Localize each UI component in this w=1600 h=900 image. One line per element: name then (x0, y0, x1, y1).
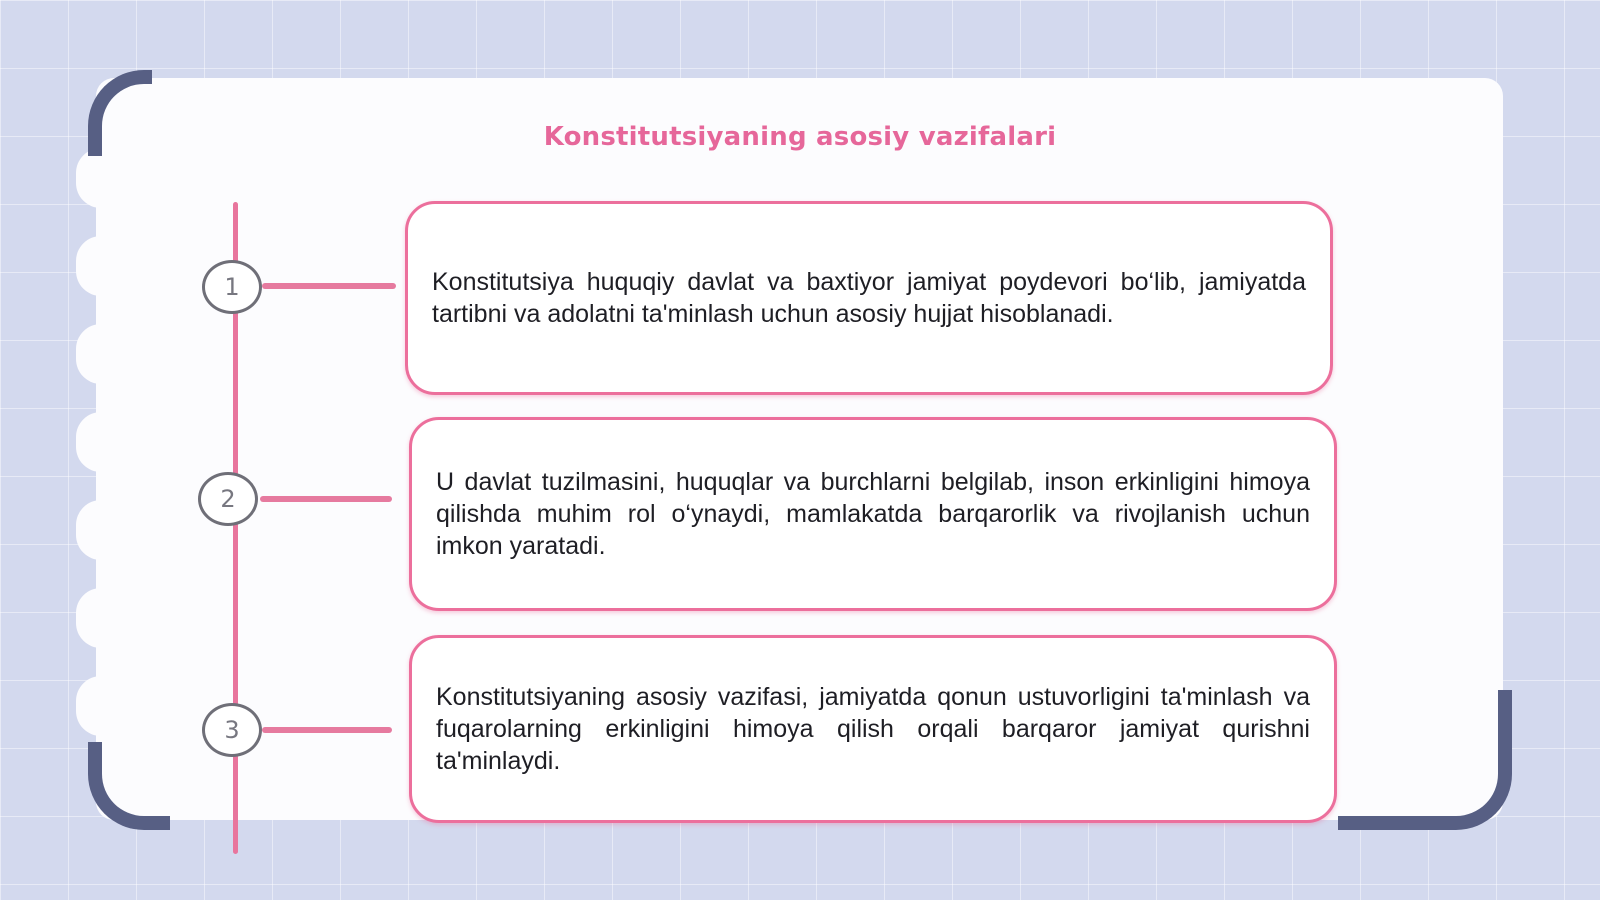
content-card-3 (409, 635, 1337, 823)
paper-scallop (76, 676, 126, 736)
content-card-1 (405, 201, 1333, 395)
step-marker-1 (202, 260, 262, 314)
step-number: 1 (224, 273, 240, 301)
frame-corner-bottom-right (1338, 690, 1512, 830)
paper-scallop (76, 412, 126, 472)
step-marker-2 (198, 472, 258, 526)
frame-corner-top-left (88, 70, 152, 156)
step-number: 2 (220, 485, 236, 513)
frame-corner-bottom-left (88, 742, 170, 830)
paper-scallop (76, 236, 126, 296)
timeline-connector-3 (262, 727, 392, 733)
paper-scallop (76, 500, 126, 560)
content-card-2 (409, 417, 1337, 611)
card-text: Konstitutsiya huquqiy davlat va baxtiyor jamiyat poydevori bo‘lib, jamiyatda tartibni va adolatni ta'minlash uchun asosiy hujjat hisoblanadi. (432, 268, 1306, 328)
paper-scallop (76, 148, 126, 208)
step-number: 3 (224, 716, 240, 744)
timeline-connector-1 (262, 283, 396, 289)
card-text: U davlat tuzilmasini, huquqlar va burchlarni belgilab, inson erkinligini himoya qilishda muhim rol o‘ynaydi, mamlakatda barqarorlik va rivojlanish uchun imkon yaratadi. (436, 468, 1310, 560)
timeline-connector-2 (260, 496, 392, 502)
paper-scallop (76, 324, 126, 384)
card-text: Konstitutsiyaning asosiy vazifasi, jamiyatda qonun ustuvorligini ta'minlash va fuqarolarning erkinligini himoya qilish orqali barqaror jamiyat qurishni ta'minlaydi. (436, 683, 1310, 775)
slide-title: Konstitutsiyaning asosiy vazifalari (543, 122, 1057, 152)
paper-scallop (76, 588, 126, 648)
step-marker-3 (202, 703, 262, 757)
